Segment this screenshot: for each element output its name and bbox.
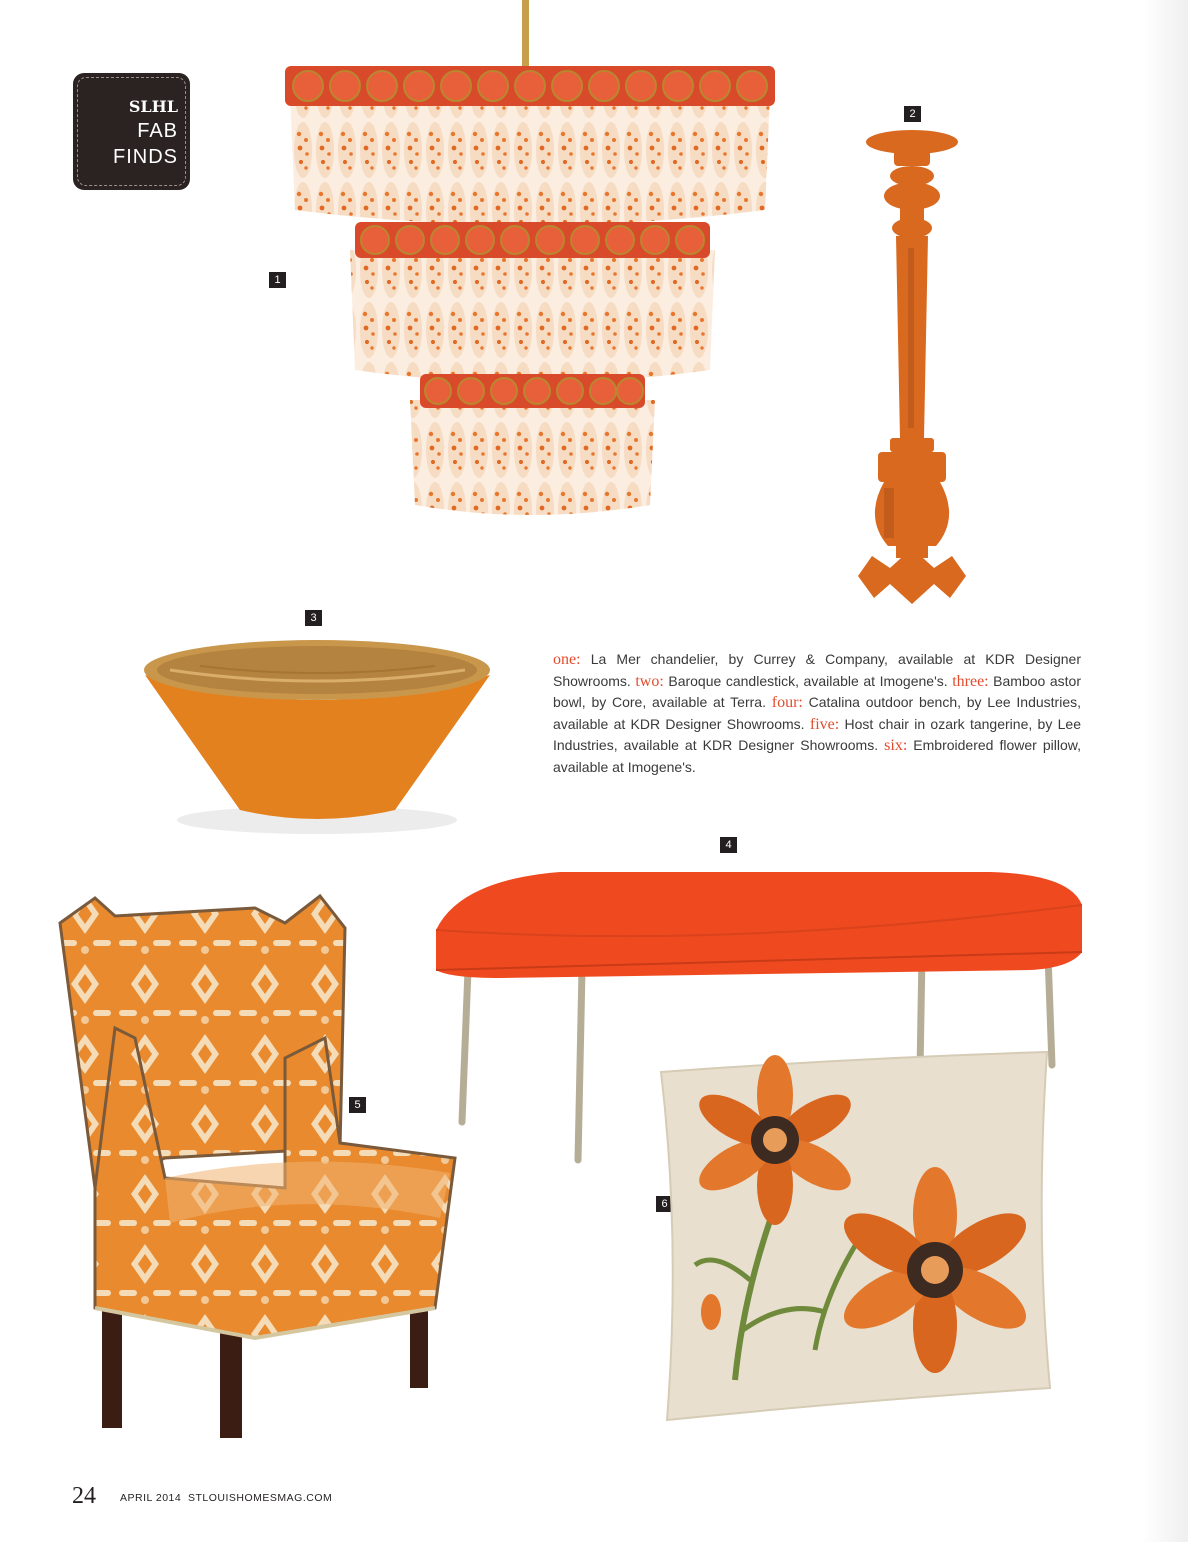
caption-label-six: six: bbox=[884, 737, 908, 755]
caption-label-three: three: bbox=[952, 672, 989, 690]
caption-text-one: La Mer chandelier, by Currey & Company, available at KDR Designer Showrooms. bbox=[553, 651, 1081, 689]
caption-label-one: one: bbox=[553, 651, 581, 668]
chandelier-image bbox=[270, 0, 790, 525]
caption-text-three: Bamboo astor bowl, by Core, available at Terra. bbox=[553, 672, 1081, 711]
page-edge-shadow bbox=[1142, 0, 1188, 1542]
candlestick-image bbox=[850, 128, 970, 608]
caption-text-four: Catalina outdoor bench, by Lee Industries, available at KDR Designer Showrooms. bbox=[553, 694, 1082, 732]
flower-pillow-image bbox=[655, 1050, 1055, 1425]
badge-line-2: FAB bbox=[137, 120, 178, 142]
item-number-2: 2 bbox=[904, 106, 921, 122]
caption-label-two: two: bbox=[635, 672, 664, 690]
product-caption bbox=[553, 649, 1081, 778]
caption-label-five: five: bbox=[809, 715, 840, 733]
badge-line-3: FINDS bbox=[113, 146, 178, 168]
page-number: 24 bbox=[72, 1483, 96, 1509]
item-number-6: 6 bbox=[656, 1196, 673, 1212]
item-number-5: 5 bbox=[349, 1097, 366, 1113]
page-footer bbox=[72, 1483, 333, 1510]
caption-text-six: Embroidered flower pillow, available at Imogene's. bbox=[553, 737, 1081, 775]
caption-text-five: Host chair in ozark tangerine, by Lee Industries, available at KDR Designer Showrooms. bbox=[553, 715, 1081, 754]
caption-text-two: Baroque candlestick, available at Imogene's. bbox=[663, 672, 953, 689]
website: STLOUISHOMESMAG.COM bbox=[188, 1492, 333, 1504]
bowl-image bbox=[140, 630, 495, 840]
issue-date: APRIL 2014 bbox=[120, 1492, 182, 1504]
badge-title: SLHL bbox=[128, 97, 178, 116]
item-number-1: 1 bbox=[269, 272, 286, 288]
item-number-3: 3 bbox=[305, 610, 322, 626]
section-badge bbox=[73, 73, 190, 190]
item-number-4: 4 bbox=[720, 837, 737, 853]
caption-label-four: four: bbox=[771, 694, 803, 712]
wing-chair-image bbox=[55, 888, 500, 1458]
